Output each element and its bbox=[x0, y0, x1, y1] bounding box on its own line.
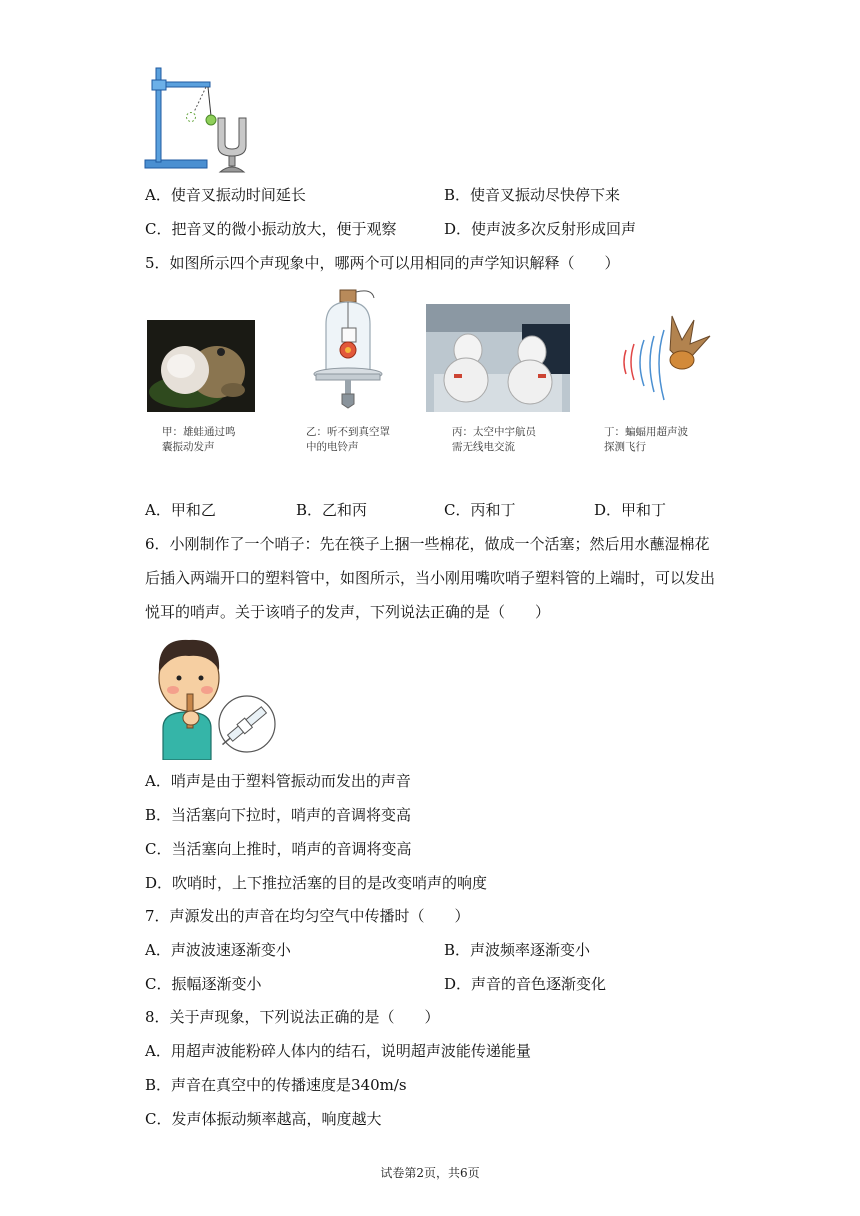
q7-option-c: C．振幅逐渐变小 bbox=[145, 975, 262, 993]
q7-option-d: D．声音的音色逐渐变化 bbox=[444, 975, 607, 993]
page-footer: 试卷第2页，共6页 bbox=[380, 1166, 480, 1180]
q6-stem-line3: 悦耳的哨声。关于该哨子的发声，下列说法正确的是（ ） bbox=[145, 603, 551, 621]
q7-option-b: B．声波频率逐渐变小 bbox=[444, 941, 591, 959]
caption-bing-line2: 需无线电交流 bbox=[452, 441, 515, 453]
frog-photo bbox=[147, 320, 255, 412]
q6-option-c: C．当活塞向上推时，哨声的音调将变高 bbox=[145, 840, 412, 858]
q5-option-d: D．甲和丁 bbox=[594, 501, 667, 519]
q5-stem: 5．如图所示四个声现象中，哪两个可以用相同的声学知识解释（ ） bbox=[145, 254, 620, 272]
q6-option-b: B．当活塞向下拉时，哨声的音调将变高 bbox=[145, 806, 412, 824]
q6-stem-line1: 6．小刚制作了一个哨子：先在筷子上捆一些棉花，做成一个活塞；然后用水蘸湿棉花 bbox=[145, 535, 710, 553]
caption-yi-line1: 乙：听不到真空罩 bbox=[306, 426, 390, 438]
q8-option-c: C．发声体振动频率越高，响度越大 bbox=[145, 1110, 382, 1128]
caption-yi-line2: 中的电铃声 bbox=[306, 441, 359, 453]
q4-option-a: A．使音叉振动时间延长 bbox=[145, 186, 306, 204]
caption-jia-line1: 甲：雄蛙通过鸣 bbox=[162, 426, 236, 438]
q8-stem: 8．关于声现象，下列说法正确的是（ ） bbox=[145, 1008, 440, 1026]
q7-stem: 7．声源发出的声音在均匀空气中传播时（ ） bbox=[145, 907, 470, 925]
q6-option-a: A．哨声是由于塑料管振动而发出的声音 bbox=[145, 772, 411, 790]
boy-whistle-figure bbox=[145, 632, 277, 760]
caption-jia-line2: 囊振动发声 bbox=[162, 441, 215, 453]
q6-option-d: D．吹哨时，上下推拉活塞的目的是改变哨声的响度 bbox=[145, 874, 488, 892]
q5-option-c: C．丙和丁 bbox=[444, 501, 516, 519]
q5-option-b: B．乙和丙 bbox=[296, 501, 368, 519]
q4-option-c: C．把音叉的微小振动放大，便于观察 bbox=[145, 220, 397, 238]
q8-option-b: B．声音在真空中的传播速度是340m/s bbox=[145, 1076, 407, 1094]
q4-option-b: B．使音叉振动尽快停下来 bbox=[444, 186, 621, 204]
astronauts-photo bbox=[426, 304, 570, 412]
tuning-fork-figure bbox=[142, 62, 254, 178]
caption-bing-line1: 丙：太空中宇航员 bbox=[452, 426, 536, 438]
caption-ding-line2: 探测飞行 bbox=[604, 441, 646, 453]
bat-ultrasound-figure bbox=[620, 310, 712, 410]
q6-stem-line2: 后插入两端开口的塑料管中，如图所示，当小刚用嘴吹哨子塑料管的上端时，可以发出 bbox=[145, 569, 716, 587]
bell-jar-figure bbox=[312, 286, 392, 416]
caption-ding-line1: 丁：蝙蝠用超声波 bbox=[604, 426, 688, 438]
q8-option-a: A．用超声波能粉碎人体内的结石，说明超声波能传递能量 bbox=[145, 1042, 531, 1060]
q4-option-d: D．使声波多次反射形成回声 bbox=[444, 220, 637, 238]
q7-option-a: A．声波波速逐渐变小 bbox=[145, 941, 291, 959]
q5-option-a: A．甲和乙 bbox=[145, 501, 216, 519]
